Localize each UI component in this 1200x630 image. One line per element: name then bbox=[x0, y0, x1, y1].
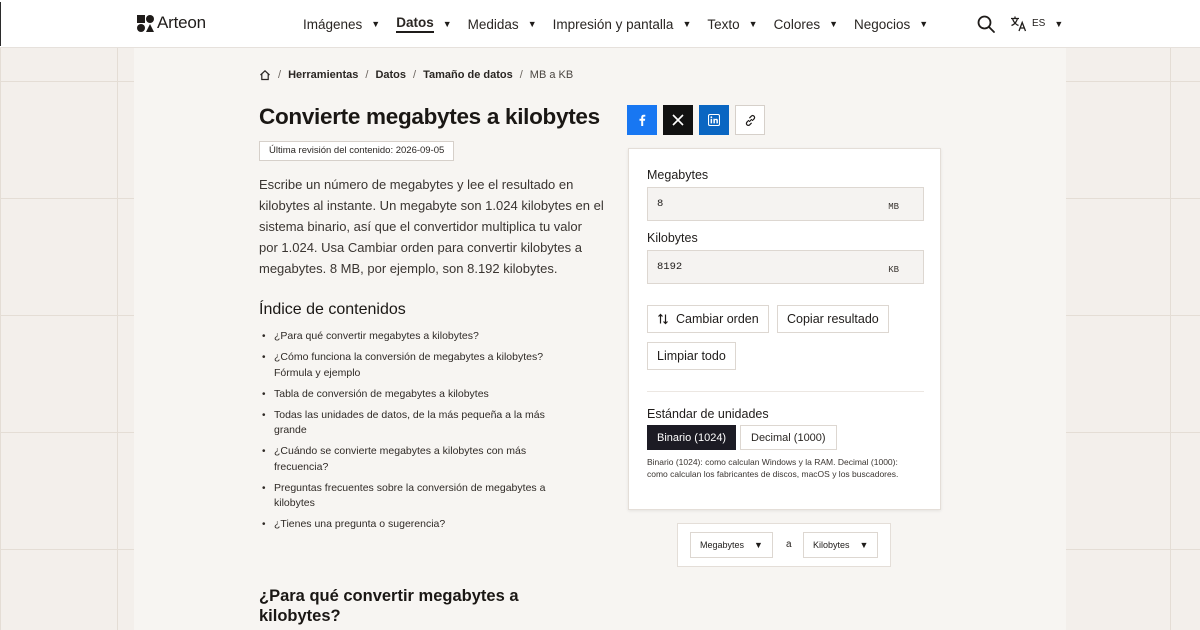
linkedin-icon bbox=[708, 114, 720, 126]
breadcrumb bbox=[259, 69, 573, 81]
home-icon[interactable] bbox=[259, 69, 271, 81]
caret-down-icon: ▼ bbox=[754, 540, 763, 550]
logo-text: Arteon bbox=[157, 13, 206, 32]
pair-joiner: a bbox=[786, 539, 792, 550]
nav-label: Imágenes bbox=[303, 16, 363, 32]
copy-result-label: Copiar resultado bbox=[787, 312, 879, 326]
breadcrumb-tamano-de-datos[interactable]: Tamaño de datos bbox=[423, 69, 513, 81]
caret-down-icon: ▼ bbox=[919, 19, 929, 29]
toc-item[interactable]: • Todas las unidades de datos, de la más pequeña a la más grande bbox=[259, 408, 559, 439]
decimal-standard-toggle[interactable]: Decimal (1000) bbox=[740, 425, 837, 450]
breadcrumb-datos[interactable]: Datos bbox=[375, 69, 407, 81]
nav-label: Negocios bbox=[854, 16, 911, 32]
review-date-badge: Última revisión del contenido: 2026-09-05 bbox=[259, 141, 454, 161]
breadcrumb-separator: / bbox=[413, 69, 417, 81]
page-title: Convierte megabytes a kilobytes bbox=[259, 104, 600, 129]
kilobytes-value: 8192 bbox=[657, 261, 683, 273]
caret-down-icon: ▼ bbox=[371, 19, 381, 29]
megabytes-unit: MB bbox=[888, 202, 899, 212]
breadcrumb-herramientas[interactable]: Herramientas bbox=[288, 69, 359, 81]
nav-item-impresion[interactable] bbox=[553, 0, 692, 48]
nav-item-imagenes[interactable] bbox=[303, 0, 380, 48]
breadcrumb-separator: / bbox=[519, 69, 523, 81]
to-unit-value: Kilobytes bbox=[813, 540, 850, 550]
language-code: ES bbox=[1032, 18, 1046, 29]
nav-item-negocios[interactable] bbox=[854, 0, 928, 48]
caret-down-icon: ▼ bbox=[682, 19, 692, 29]
x-icon bbox=[672, 114, 684, 126]
nav-label: Colores bbox=[773, 16, 821, 32]
top-navigation-bar bbox=[0, 0, 1200, 48]
unit-pair-selector bbox=[677, 523, 891, 567]
caret-down-icon: ▼ bbox=[1054, 18, 1064, 29]
nav-label: Medidas bbox=[467, 16, 519, 32]
caret-down-icon: ▼ bbox=[527, 19, 537, 29]
search-icon bbox=[976, 14, 996, 34]
toc-item[interactable]: • ¿Para qué convertir megabytes a kilobytes? bbox=[259, 329, 559, 345]
megabytes-value: 8 bbox=[657, 198, 664, 210]
nav-label: Impresión y pantalla bbox=[552, 16, 674, 32]
toc-item[interactable]: • ¿Cómo funciona la conversión de megabytes a kilobytes? Fórmula y ejemplo bbox=[259, 350, 559, 381]
binary-standard-toggle[interactable]: Binario (1024) bbox=[647, 425, 736, 450]
caret-down-icon: ▼ bbox=[859, 540, 869, 550]
nav-label: Datos bbox=[396, 15, 434, 33]
language-selector[interactable] bbox=[1010, 15, 1063, 32]
clear-all-button[interactable] bbox=[647, 342, 736, 370]
converter-card bbox=[628, 148, 941, 510]
swap-icon bbox=[657, 313, 669, 325]
logo[interactable] bbox=[137, 13, 206, 33]
caret-down-icon: ▼ bbox=[829, 19, 839, 29]
from-unit-select[interactable] bbox=[690, 532, 773, 558]
table-of-contents bbox=[259, 329, 559, 538]
window-edge bbox=[0, 2, 1, 46]
search-button[interactable] bbox=[976, 14, 996, 34]
toc-title: Índice de contenidos bbox=[259, 301, 406, 318]
breadcrumb-separator: / bbox=[365, 69, 369, 81]
share-facebook-button[interactable] bbox=[627, 105, 657, 135]
logo-icon bbox=[137, 15, 154, 32]
nav-item-colores[interactable] bbox=[774, 0, 838, 48]
breadcrumb-current: MB a KB bbox=[529, 69, 574, 81]
intro-text: Escribe un número de megabytes y lee el resultado en kilobytes al instante. Un megabyte son 1.024 kilobytes en el sistema binario, así que el convertidor multiplica tu valor por 1.024. Usa Cambiar orden para convertir kilobytes a megabytes. 8 MB, por ejemplo, son 8.192 kilobytes. bbox=[259, 177, 604, 276]
divider bbox=[647, 391, 924, 392]
caret-down-icon: ▼ bbox=[748, 19, 758, 29]
main-nav bbox=[303, 0, 944, 48]
translate-icon bbox=[1010, 15, 1027, 32]
toc-item[interactable]: • ¿Tienes una pregunta o sugerencia? bbox=[259, 517, 559, 533]
toc-item[interactable]: • ¿Cuándo se convierte megabytes a kilobytes con más frecuencia? bbox=[259, 444, 559, 475]
facebook-icon bbox=[636, 114, 648, 126]
nav-item-medidas[interactable] bbox=[468, 0, 537, 48]
unit-standard-note: Binario (1024): como calculan Windows y la RAM. Decimal (1000): como calculan los fabricantes de discos, macOS y los buscadores. bbox=[647, 457, 899, 479]
megabytes-input[interactable] bbox=[647, 187, 924, 221]
to-unit-select[interactable] bbox=[803, 532, 878, 558]
from-unit-value: Megabytes bbox=[700, 540, 745, 550]
clear-all-label: Limpiar todo bbox=[657, 349, 726, 363]
copy-result-button[interactable] bbox=[777, 305, 889, 333]
nav-label: Texto bbox=[707, 16, 740, 32]
nav-item-texto[interactable] bbox=[707, 0, 757, 48]
kilobytes-label: Kilobytes bbox=[647, 231, 698, 245]
copy-link-button[interactable] bbox=[735, 105, 765, 135]
swap-order-label: Cambiar orden bbox=[676, 312, 759, 326]
swap-order-button[interactable] bbox=[647, 305, 769, 333]
section-title: ¿Para qué convertir megabytes a kilobytes? bbox=[259, 587, 519, 625]
toc-item[interactable]: • Tabla de conversión de megabytes a kilobytes bbox=[259, 387, 559, 403]
share-x-button[interactable] bbox=[663, 105, 693, 135]
share-buttons bbox=[627, 105, 765, 135]
unit-standard-label: Estándar de unidades bbox=[647, 407, 769, 421]
breadcrumb-separator: / bbox=[278, 69, 282, 81]
link-icon bbox=[744, 114, 757, 127]
megabytes-label: Megabytes bbox=[647, 168, 709, 182]
toc-item[interactable]: • Preguntas frecuentes sobre la conversión de megabytes a kilobytes bbox=[259, 481, 559, 512]
kilobytes-unit: KB bbox=[888, 265, 899, 275]
caret-down-icon: ▼ bbox=[442, 19, 452, 29]
kilobytes-input[interactable] bbox=[647, 250, 924, 284]
nav-item-datos[interactable] bbox=[396, 0, 451, 48]
share-linkedin-button[interactable] bbox=[699, 105, 729, 135]
